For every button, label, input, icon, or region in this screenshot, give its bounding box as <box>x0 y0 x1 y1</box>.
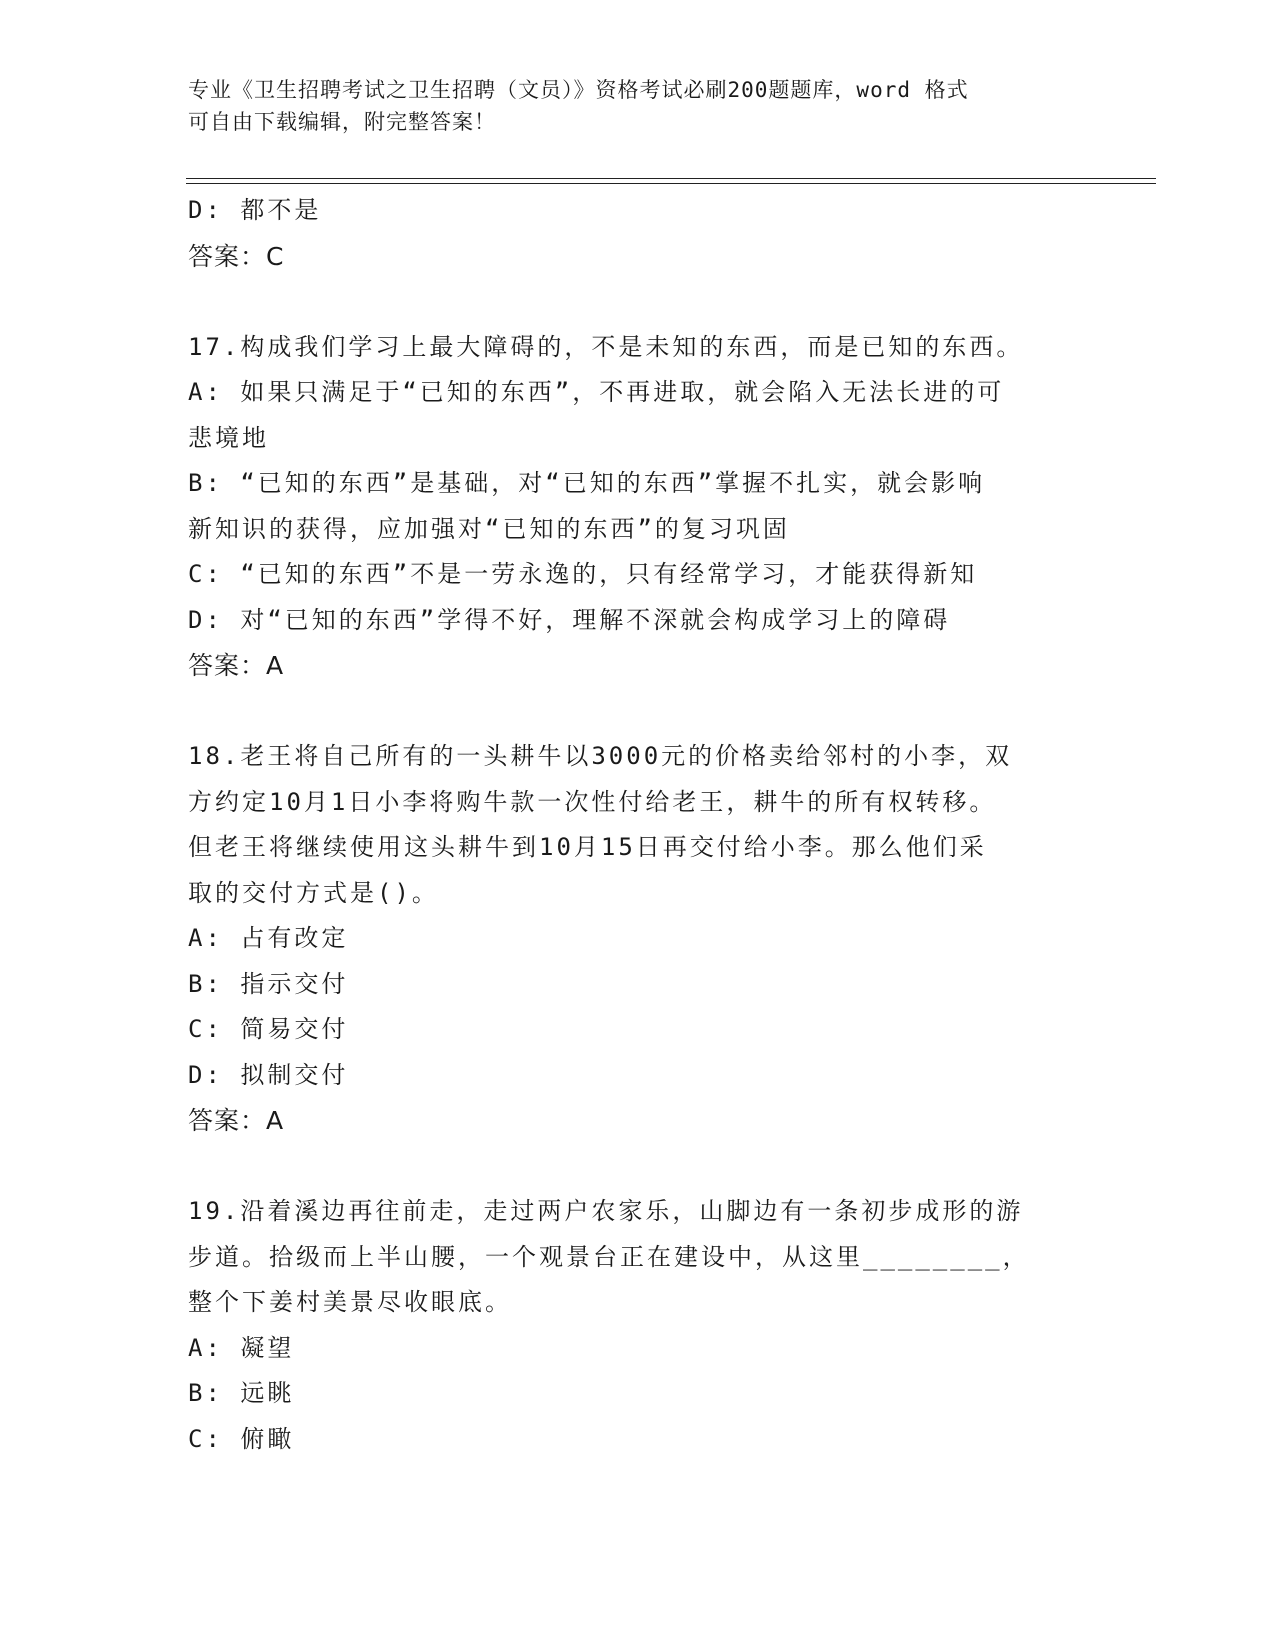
question-18 <box>188 734 1088 1144</box>
question-content <box>188 188 1088 1462</box>
question-stem-cont: 方约定10月1日小李将购牛款一次性付给老王，耕牛的所有权转移。 <box>188 787 997 816</box>
header-line-1: 专业《卫生招聘考试之卫生招聘（文员）》资格考试必刷200题题库，word 格式 <box>188 78 969 102</box>
option-a: A: 凝望 <box>188 1333 295 1362</box>
spacer <box>188 279 1088 325</box>
header-line-2: 可自由下载编辑，附完整答案！ <box>188 110 496 134</box>
option-d: D: 拟制交付 <box>188 1060 349 1089</box>
question-stem-cont: 步道。拾级而上半山腰，一个观景台正在建设中，从这里________， <box>188 1242 1030 1271</box>
option-c: C: “已知的东西”不是一劳永逸的，只有经常学习，才能获得新知 <box>188 560 978 588</box>
option-a: A: 如果只满足于“已知的东西”，不再进取，就会陷入无法长进的可 <box>188 378 1005 406</box>
option-c: C: 俯瞰 <box>188 1424 295 1453</box>
option-d: D: 对“已知的东西”学得不好，理解不深就会构成学习上的障碍 <box>188 605 951 634</box>
prev-option-d: D: 都不是 <box>188 196 322 224</box>
question-stem: 19.沿着溪边再往前走，走过两户农家乐，山脚边有一条初步成形的游 <box>188 1197 1024 1225</box>
question-19 <box>188 1189 1088 1462</box>
option-a-cont: 悲境地 <box>188 423 269 452</box>
answer: 答案：A <box>188 1106 285 1135</box>
spacer <box>188 1144 1088 1190</box>
document-header <box>188 74 1068 138</box>
question-stem-cont: 整个下姜村美景尽收眼底。 <box>188 1288 512 1316</box>
spacer <box>188 689 1088 735</box>
question-stem-cont: 取的交付方式是()。 <box>188 878 439 907</box>
option-b-cont: 新知识的获得，应加强对“已知的东西”的复习巩固 <box>188 514 790 543</box>
question-17 <box>188 325 1088 689</box>
option-b: B: 远眺 <box>188 1379 295 1407</box>
question-stem-cont: 但老王将继续使用这头耕牛到10月15日再交付给小李。那么他们采 <box>188 833 987 861</box>
option-b: B: 指示交付 <box>188 969 349 998</box>
option-c: C: 简易交付 <box>188 1015 349 1043</box>
option-b: B: “已知的东西”是基础，对“已知的东西”掌握不扎实，就会影响 <box>188 469 986 497</box>
prev-answer: 答案：C <box>188 241 285 271</box>
option-a: A: 占有改定 <box>188 924 349 952</box>
question-stem: 17.构成我们学习上最大障碍的，不是未知的东西，而是已知的东西。 <box>188 332 1024 361</box>
header-divider-top <box>186 178 1156 179</box>
header-divider-bottom <box>186 183 1156 184</box>
answer: 答案：A <box>188 651 285 680</box>
question-stem: 18.老王将自己所有的一头耕牛以3000元的价格卖给邻村的小李，双 <box>188 742 1013 770</box>
